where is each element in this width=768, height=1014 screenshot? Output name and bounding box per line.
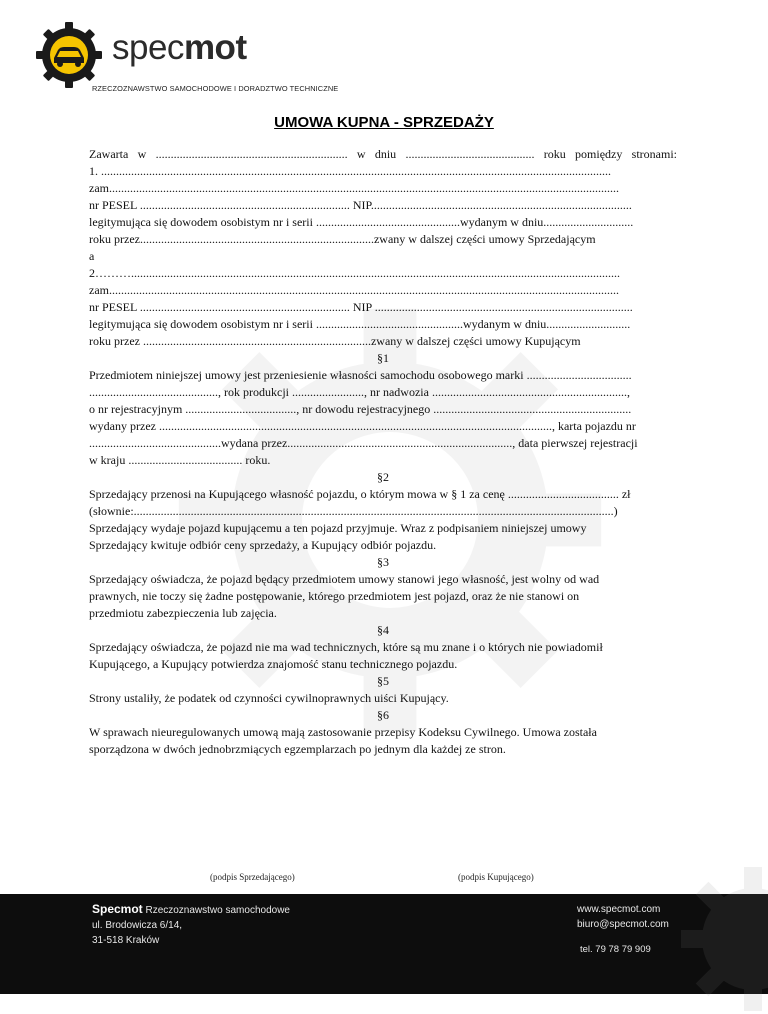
document-title: UMOWA KUPNA - SPRZEDAŻY xyxy=(274,114,494,131)
contract-line: W sprawach nieuregulowanych umową mają zastosowanie przepisy Kodeksu Cywilnego. Umowa została xyxy=(89,725,597,739)
section-heading: §4 xyxy=(377,623,389,637)
contract-line: legitymująca się dowodem osobistym nr i serii ................................................wydanym w dniu.............................. xyxy=(89,215,634,229)
contract-line: Sprzedający kwituje odbiór ceny sprzedaży, a Kupujący odbiór pojazdu. xyxy=(89,538,437,552)
section-heading: §3 xyxy=(377,555,389,569)
contract-line: Sprzedający przenosi na Kupującego własność pojazdu, o którym mowa w § 1 za cenę ..................................... zł xyxy=(89,487,631,501)
tagline: RZECZOZNAWSTWO SAMOCHODOWE I DORADZTWO TECHNICZNE xyxy=(92,84,339,93)
phone-number: tel. 79 78 79 909 xyxy=(580,944,651,955)
buyer-signature-label: (podpis Kupującego) xyxy=(458,872,534,882)
company-descriptor: Rzeczoznawstwo samochodowe xyxy=(142,905,290,916)
company-name: Specmot xyxy=(92,902,143,916)
contract-line: 2………................................................................................................................................................................... xyxy=(89,266,620,280)
contract-line: o nr rejestracyjnym ....................................., nr dowodu rejestracyjnego .................................................................. xyxy=(89,402,632,416)
contract-line: legitymująca się dowodem osobistym nr i serii .................................................wydanym w dniu............................ xyxy=(89,317,631,331)
brand-bold: mot xyxy=(183,28,247,67)
contract-line: zam.......................................................................................................................................................................... xyxy=(89,283,619,297)
contract-line: Sprzedający oświadcza, że pojazd nie ma wad technicznych, które są mu znane i o których nie powiadomił xyxy=(89,640,603,654)
contract-line: 1. .......................................................................................................................................................................... xyxy=(89,164,611,178)
contract-line: (słownie:................................................................................................................................................................) xyxy=(89,504,618,518)
street-address: ul. Brodowicza 6/14, xyxy=(92,920,183,931)
contract-line: przedmiotu zabezpieczenia lub zajęcia. xyxy=(89,606,277,620)
brand-wordmark xyxy=(112,28,247,68)
contract-line: Sprzedający oświadcza, że pojazd będący przedmiotem umowy stanowi jego własność, jest wolny od wad xyxy=(89,572,600,586)
contract-line: ............................................wydana przez..........................................................................., data pierwszej rejestracji xyxy=(89,436,638,450)
contract-line: zam.......................................................................................................................................................................... xyxy=(89,181,619,195)
contract-line: Zawarta w ................................................................ w dniu ........................................... roku pomiędzy stronami: xyxy=(89,147,677,161)
contract-line: Sprzedający wydaje pojazd kupującemu a ten pojazd przyjmuje. Wraz z podpisaniem niniejszej umowy xyxy=(89,521,587,535)
city-address: 31-518 Kraków xyxy=(92,935,160,946)
email-link[interactable]: biuro@specmot.com xyxy=(577,919,669,930)
contract-line: Kupującego, a Kupujący potwierdza znajomość stanu technicznego pojazdu. xyxy=(89,657,458,671)
company-address xyxy=(92,902,290,948)
contract-line: sporządzona w dwóch jednobrzmiących egzemplarzach po jednym dla każdej ze stron. xyxy=(89,742,506,756)
contract-line: Przedmiotem niniejszej umowy jest przeniesienie własności samochodu osobowego marki ................................... xyxy=(89,368,632,382)
letterhead xyxy=(0,0,768,100)
contract-line: wydany przez ..................................................................................................................................., karta pojazdu nr xyxy=(89,419,636,433)
seller-signature-label: (podpis Sprzedającego) xyxy=(210,872,295,882)
contract-line: nr PESEL ...................................................................... NIP ...................................................................................... xyxy=(89,300,633,314)
company-contact xyxy=(577,902,669,932)
contract-line: roku przez ............................................................................zwany w dalszej części umowy Kupującym xyxy=(89,334,581,348)
footer xyxy=(0,894,768,994)
brand-light: spec xyxy=(112,28,184,67)
contract-line: ..........................................., rok produkcji ........................, nr nadwozia ................................................................., xyxy=(89,385,630,399)
contract-line: Strony ustaliły, że podatek od czynności cywilnoprawnych uiści Kupujący. xyxy=(89,691,449,705)
contract-line: w kraju ...................................... roku. xyxy=(89,453,271,467)
section-heading: §6 xyxy=(377,708,389,722)
gear-decoration-icon xyxy=(678,864,768,1014)
section-heading: §5 xyxy=(377,674,389,688)
contract-line: prawnych, nie toczy się żadne postępowanie, którego przedmiotem jest pojazd, oraz że nie stanowi on xyxy=(89,589,580,603)
website-link[interactable]: www.specmot.com xyxy=(577,904,661,915)
section-heading: §2 xyxy=(377,470,389,484)
section-heading: §1 xyxy=(377,351,389,365)
gear-car-logo-icon xyxy=(34,20,104,90)
contract-line: nr PESEL ...................................................................... NIP....................................................................................... xyxy=(89,198,632,212)
contract-line: a xyxy=(89,249,95,263)
contract-body xyxy=(89,146,677,758)
contract-line: roku przez..............................................................................zwany w dalszej części umowy Sprzedającym xyxy=(89,232,596,246)
